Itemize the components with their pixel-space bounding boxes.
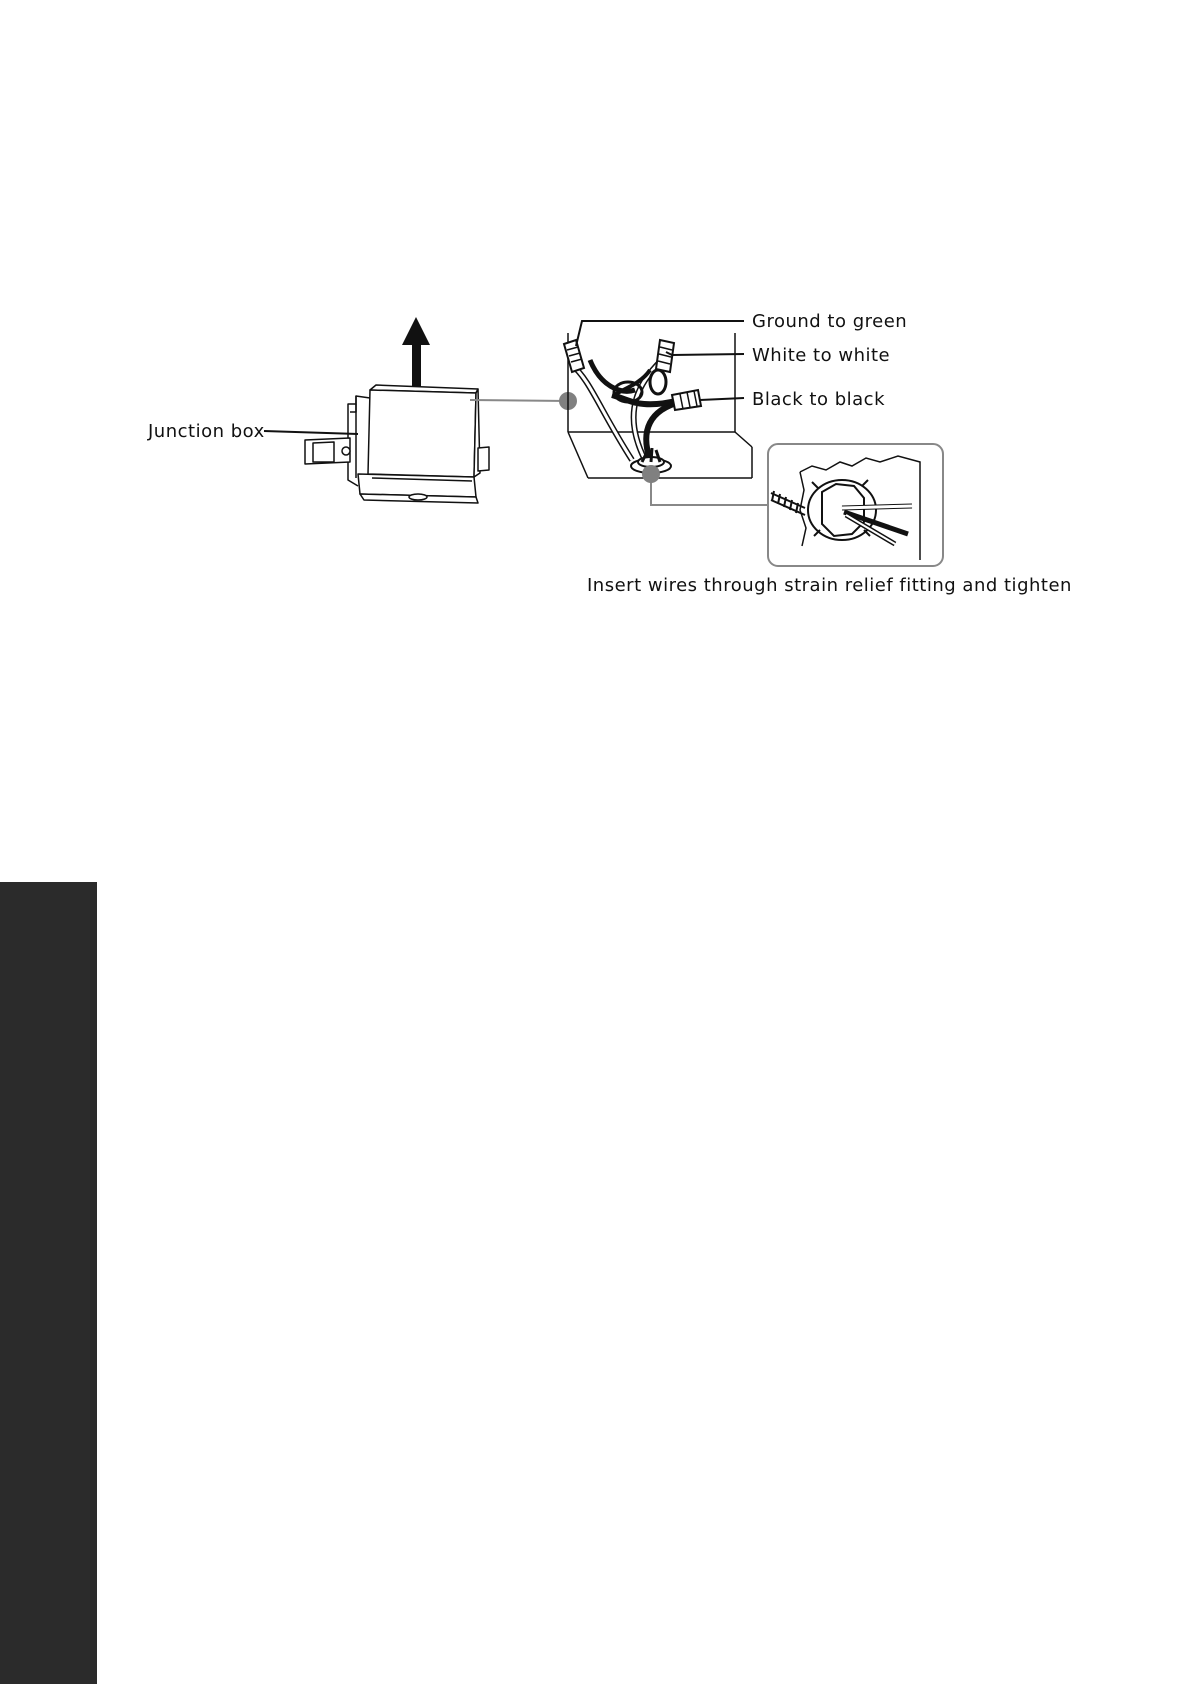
callout-dot: [642, 465, 660, 483]
junction-box-drawing: [305, 385, 489, 503]
junction-box-leader: [264, 431, 358, 434]
lift-arrow-icon: [402, 317, 430, 397]
black-label: Black to black: [752, 389, 885, 410]
white-label: White to white: [752, 345, 891, 366]
strain-relief-label: Insert wires through strain relief fitting and tighten: [587, 575, 1072, 596]
strain-relief-inset: [768, 444, 943, 566]
junction-box-label: Junction box: [148, 421, 265, 442]
ground-label: Ground to green: [752, 311, 908, 332]
side-tab: [0, 882, 97, 1684]
connector-line: [470, 392, 577, 410]
wiring-diagram: [0, 0, 1191, 700]
